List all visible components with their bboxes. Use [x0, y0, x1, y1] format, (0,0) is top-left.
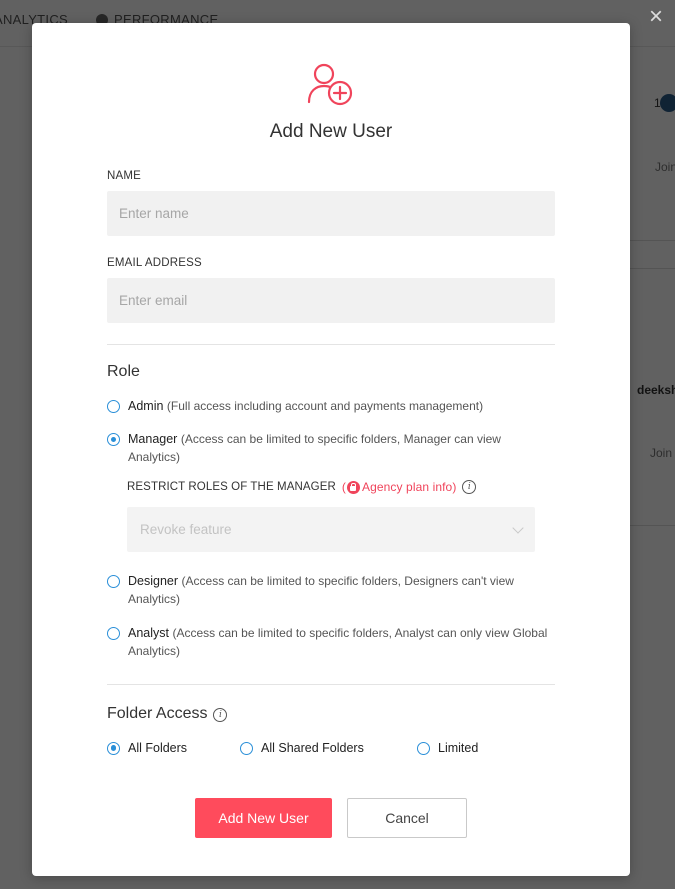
role-name: Analyst [128, 626, 169, 640]
role-radio-analyst[interactable] [107, 627, 120, 640]
folder-radio-limited[interactable] [417, 742, 430, 755]
role-radio-manager[interactable] [107, 433, 120, 446]
role-option-admin[interactable] [107, 399, 557, 415]
role-name: Designer [128, 574, 179, 588]
role-description: (Full access including account and payments management) [166, 399, 484, 413]
revoke-feature-select[interactable] [127, 507, 535, 552]
role-name: Admin [128, 399, 164, 413]
role-name: Manager [128, 432, 178, 446]
select-placeholder: Revoke feature [140, 522, 232, 537]
folder-radio-all-shared-folders[interactable] [240, 742, 253, 755]
restrict-roles-text: RESTRICT ROLES OF THE MANAGER [127, 481, 336, 493]
role-radio-designer[interactable] [107, 575, 120, 588]
add-user-modal [32, 23, 630, 876]
role-heading: Role [107, 363, 140, 380]
folder-radio-all-folders[interactable] [107, 742, 120, 755]
add-new-user-button[interactable]: Add New User [195, 798, 332, 838]
restrict-roles-label [127, 480, 476, 494]
user-plus-icon [307, 62, 355, 108]
name-input[interactable] [107, 191, 555, 236]
role-description: (Access can be limited to specific folders, Analyst can only view Global Analytics) [128, 626, 548, 658]
divider [107, 684, 555, 685]
role-description: (Access can be limited to specific folders, Designers can't view Analytics) [128, 574, 514, 606]
info-icon[interactable]: i [213, 708, 227, 722]
cancel-button[interactable]: Cancel [347, 798, 467, 838]
folder-option-all-folders[interactable] [107, 741, 187, 755]
agency-plan-info-text: Agency plan info) [361, 480, 457, 494]
folder-option-all-shared-folders[interactable] [240, 741, 364, 755]
folder-option-limited[interactable] [417, 741, 478, 755]
folder-option-label: All Folders [128, 741, 188, 755]
close-icon[interactable]: × [648, 3, 663, 30]
role-option-manager[interactable] [107, 432, 527, 466]
folder-option-label: Limited [438, 741, 479, 755]
divider [107, 344, 555, 345]
chevron-down-icon [512, 522, 523, 533]
email-input[interactable] [107, 278, 555, 323]
info-icon[interactable]: i [462, 480, 476, 494]
folder-option-label: All Shared Folders [261, 741, 364, 755]
folder-access-heading: Folder Access i [107, 705, 227, 723]
email-label: EMAIL ADDRESS [107, 257, 202, 269]
role-radio-admin[interactable] [107, 400, 120, 413]
agency-plan-info-link[interactable]: ( Agency plan info) [341, 480, 457, 494]
role-option-analyst[interactable] [107, 626, 559, 660]
lock-icon [347, 481, 360, 494]
role-option-designer[interactable] [107, 574, 537, 608]
modal-title: Add New User [269, 121, 393, 142]
name-label: NAME [107, 170, 142, 182]
role-description: (Access can be limited to specific folders, Manager can view Analytics) [128, 432, 501, 464]
